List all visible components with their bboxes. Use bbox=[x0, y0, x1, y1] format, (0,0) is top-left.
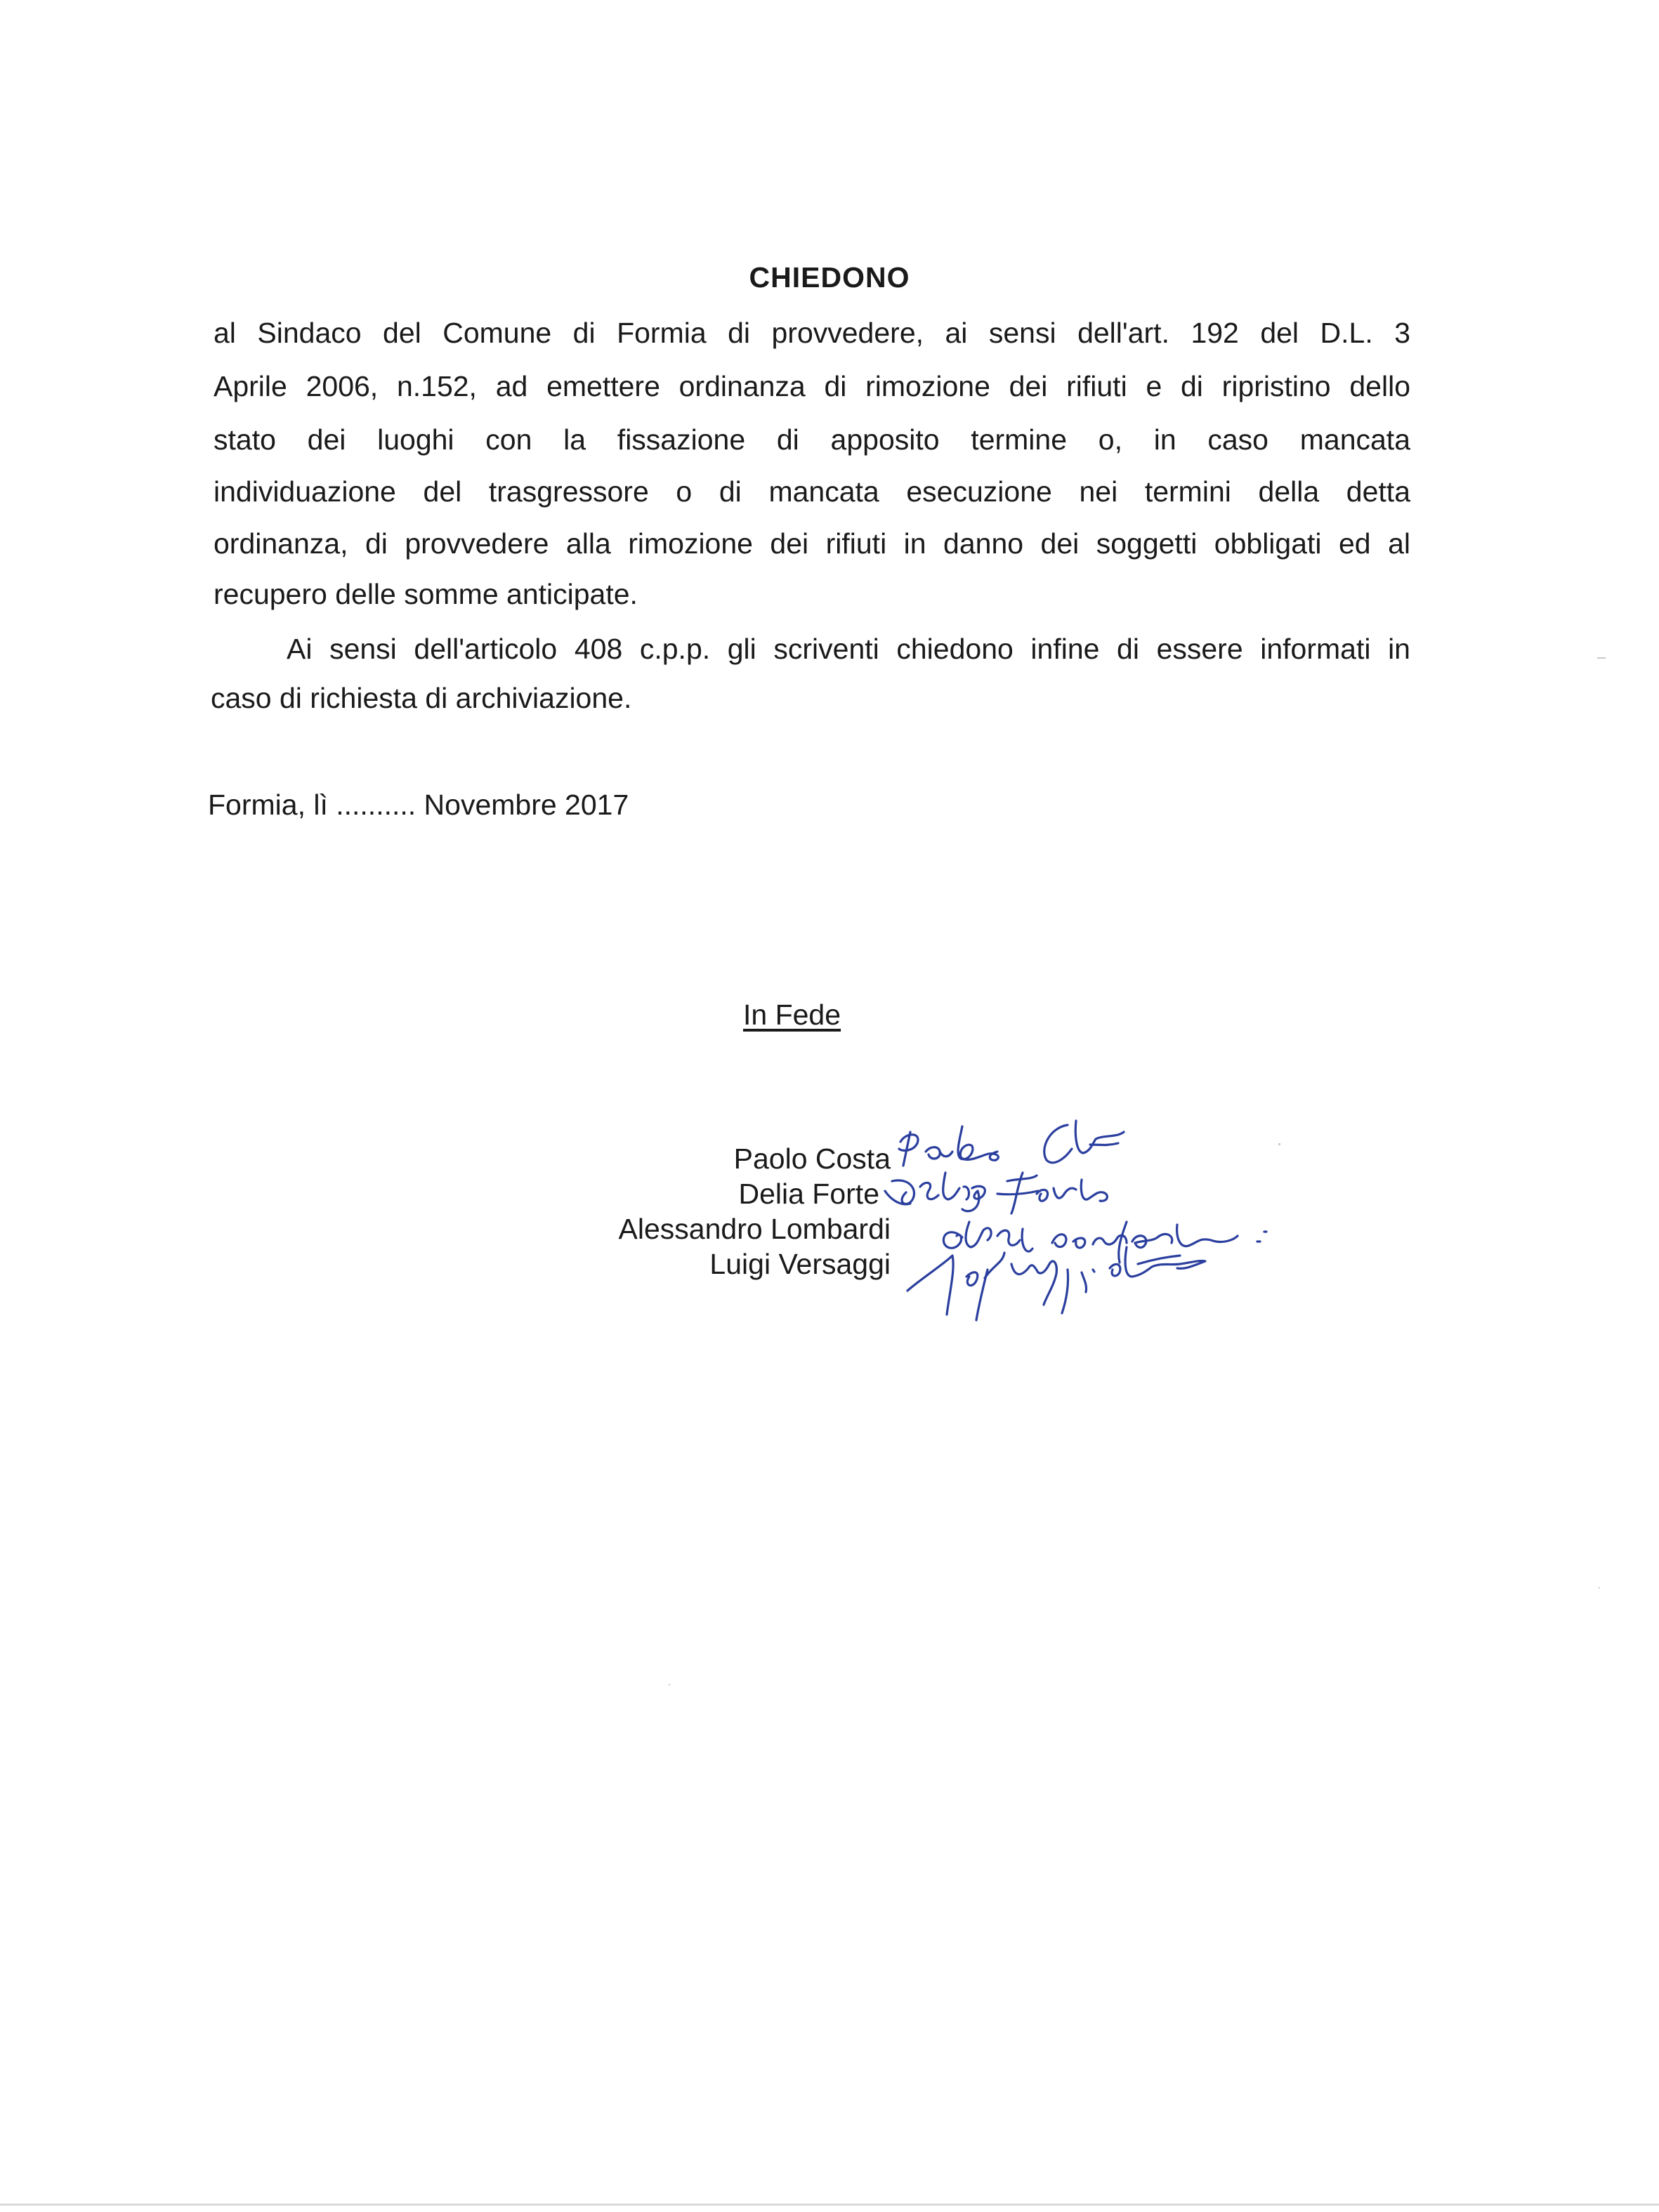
scan-speck bbox=[669, 1684, 670, 1685]
scan-speck bbox=[1597, 657, 1606, 659]
signature-delia-forte bbox=[885, 1173, 1107, 1213]
paragraph-1-line-6: recupero delle somme anticipate. bbox=[214, 578, 638, 610]
place-date: Formia, lì .......... Novembre 2017 bbox=[208, 789, 629, 821]
scan-speck bbox=[1599, 1587, 1600, 1588]
scan-bottom-edge bbox=[0, 2204, 1659, 2206]
scan-speck bbox=[1278, 1143, 1280, 1145]
signature-paolo-costa bbox=[899, 1121, 1124, 1166]
signature-luigi-versaggi bbox=[907, 1247, 1205, 1320]
signature-alessandro-lombardi bbox=[943, 1222, 1266, 1263]
closing-in-fede: In Fede bbox=[743, 999, 841, 1031]
signatory-name: Alessandro Lombardi bbox=[618, 1213, 891, 1245]
signatory-name: Delia Forte bbox=[738, 1178, 879, 1210]
document-heading: CHIEDONO bbox=[749, 261, 910, 294]
paragraph-1-line-2: Aprile 2006, n.152, ad emettere ordinanza di rimozione dei rifiuti e di ripristino dello bbox=[214, 370, 1410, 402]
signatory-name: Luigi Versaggi bbox=[709, 1248, 891, 1280]
paragraph-2-line-1: Ai sensi dell'articolo 408 c.p.p. gli scriventi chiedono infine di essere informati in bbox=[287, 633, 1410, 665]
paragraph-1-line-4: individuazione del trasgressore o di mancata esecuzione nei termini della detta bbox=[214, 475, 1410, 508]
paragraph-2-line-2: caso di richiesta di archiviazione. bbox=[211, 682, 632, 714]
paragraph-1-line-5: ordinanza, di provvedere alla rimozione dei rifiuti in danno dei soggetti obbligati ed al bbox=[214, 527, 1410, 560]
paragraph-1-line-3: stato dei luoghi con la fissazione di apposito termine o, in caso mancata bbox=[214, 423, 1410, 456]
signatory-name: Paolo Costa bbox=[733, 1143, 891, 1175]
paragraph-1-line-1: al Sindaco del Comune di Formia di provvedere, ai sensi dell'art. 192 del D.L. 3 bbox=[214, 317, 1410, 349]
